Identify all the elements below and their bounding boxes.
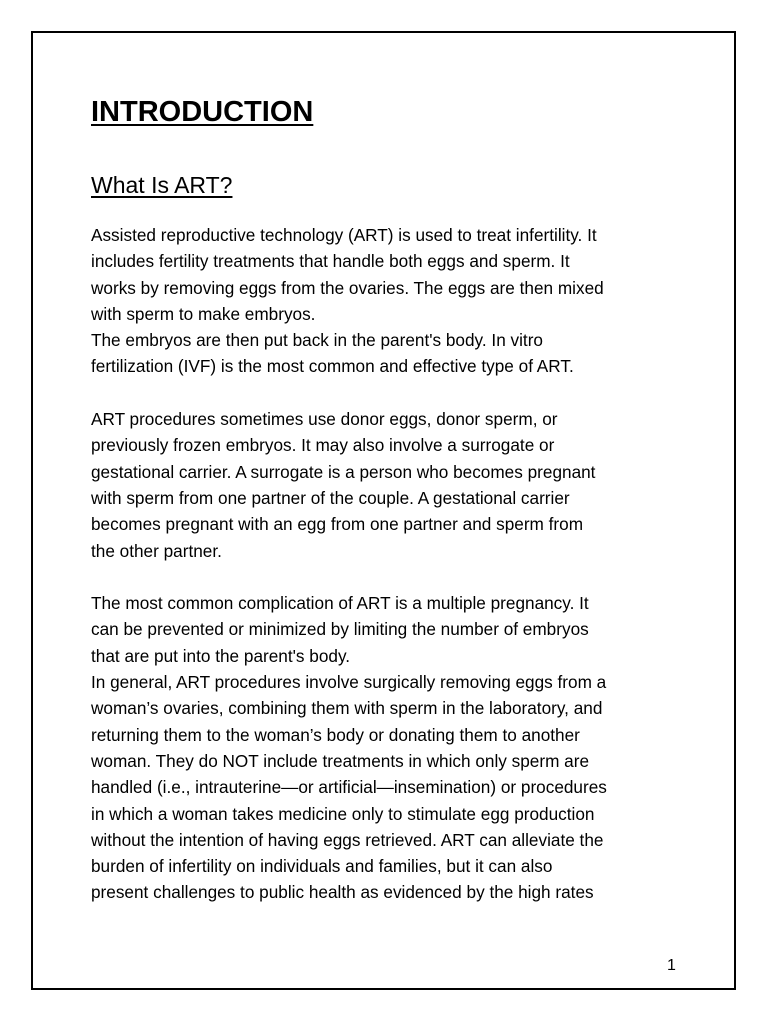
text-line: becomes pregnant with an egg from one partner and sperm from [91, 514, 584, 535]
text-line: with sperm from one partner of the couple. A gestational carrier [91, 487, 570, 508]
page-number: 1 [667, 957, 676, 974]
document-content [91, 92, 691, 906]
paragraph-gap [91, 380, 691, 406]
text-line: Assisted reproductive technology (ART) is used to treat infertility. It [91, 225, 597, 245]
text-line: The embryos are then put back in the parent's body. In vitro [91, 330, 543, 351]
text-line: In general, ART procedures involve surgically removing eggs from a [91, 672, 607, 693]
text-line: works by removing eggs from the ovaries. The eggs are then mixed [91, 277, 604, 298]
text-line: woman’s ovaries, combining them with sperm in the laboratory, and [91, 698, 603, 719]
body-text [91, 222, 691, 906]
text-line: handled (i.e., intrauterine—or artificial—insemination) or procedures [91, 777, 607, 798]
text-line: The most common complication of ART is a multiple pregnancy. It [91, 593, 589, 614]
paragraph-gap [91, 564, 691, 590]
text-line: gestational carrier. A surrogate is a person who becomes pregnant [91, 461, 596, 482]
page-title: INTRODUCTION [91, 96, 314, 128]
text-line: woman. They do NOT include treatments in which only sperm are [91, 750, 590, 771]
text-line: includes fertility treatments that handle both eggs and sperm. It [91, 251, 570, 272]
text-line: returning them to the woman’s body or donating them to another [91, 724, 580, 745]
text-line: can be prevented or minimized by limiting the number of embryos [91, 619, 589, 640]
text-line: previously frozen embryos. It may also involve a surrogate or [91, 435, 555, 456]
text-line: present challenges to public health as evidenced by the high rates [91, 882, 594, 903]
text-line: in which a woman takes medicine only to stimulate egg production [91, 803, 595, 824]
text-line: that are put into the parent's body. [91, 645, 351, 666]
text-line: burden of infertility on individuals and families, but it can also [91, 856, 553, 877]
text-line: fertilization (IVF) is the most common and effective type of ART. [91, 356, 574, 377]
text-line: the other partner. [91, 540, 222, 561]
text-line: ART procedures sometimes use donor eggs, donor sperm, or [91, 409, 558, 430]
text-line: without the intention of having eggs retrieved. ART can alleviate the [91, 829, 604, 850]
text-line: with sperm to make embryos. [91, 303, 316, 324]
section-heading: What Is ART? [91, 172, 233, 198]
